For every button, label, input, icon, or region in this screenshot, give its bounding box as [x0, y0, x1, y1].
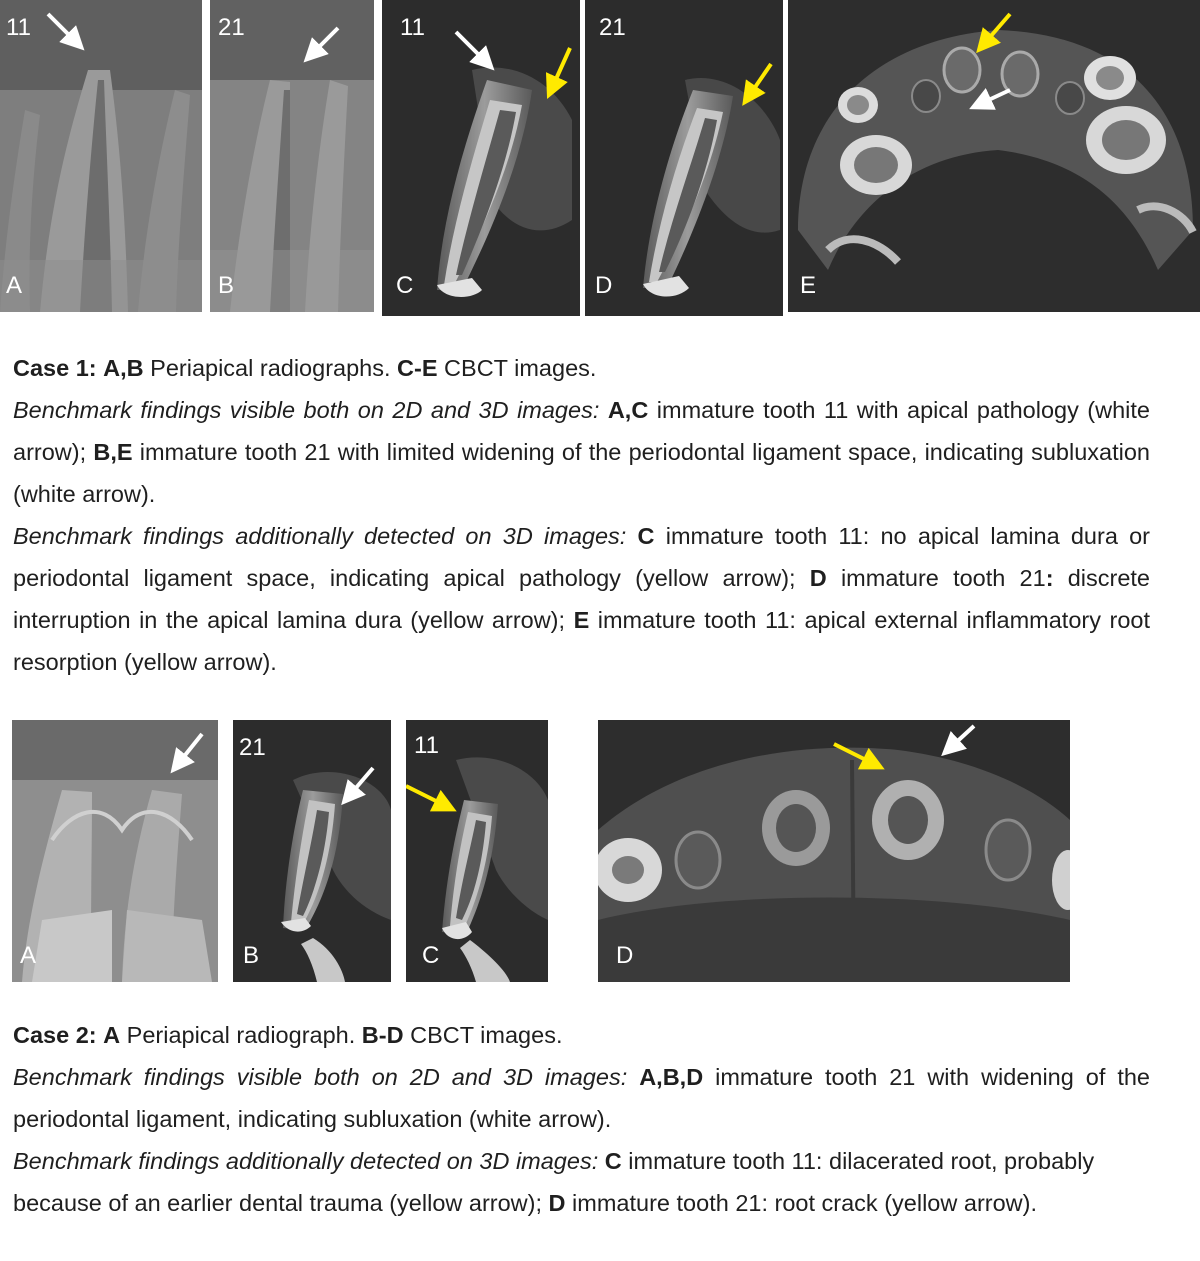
case2-panel-b-cbct	[233, 720, 391, 982]
tooth-number-label: 11	[6, 14, 31, 41]
case2-panel-a-radiograph	[12, 720, 218, 982]
panel-letter: E	[800, 272, 817, 299]
caption-title-line: Case 2: A Periapical radiograph. B-D CBCT images.	[13, 1022, 563, 1048]
case2-caption	[13, 1014, 1150, 1224]
caption-visible-findings: Benchmark findings visible both on 2D and 3D images: A,B,D immature tooth 21 with widening of the periodontal ligament, indicating subluxation (white arrow).	[13, 1064, 1150, 1132]
panel-letter: C	[422, 942, 440, 969]
cbct-sagittal-image	[585, 0, 783, 316]
panel-letter: B	[218, 272, 235, 299]
radiograph-image	[12, 720, 218, 982]
caption-title-line: Case 1: A,B Periapical radiographs. C-E CBCT images.	[13, 355, 597, 381]
panel-letter: C	[396, 272, 414, 299]
case1-panel-a-radiograph	[0, 0, 202, 312]
panel-letter: A	[20, 942, 37, 969]
cbct-axial-image	[598, 720, 1070, 982]
radiograph-image	[0, 0, 202, 312]
case1-panel-e-cbct-axial	[788, 0, 1200, 312]
panel-letter: D	[595, 272, 613, 299]
case1-panel-c-cbct	[382, 0, 580, 316]
case2-panel-d-cbct-axial	[598, 720, 1070, 982]
tooth-number-label: 11	[414, 732, 439, 759]
caption-additional-findings: Benchmark findings additionally detected on 3D images: C immature tooth 11: dilacerated root, probably because of an earlier dental trauma (yellow arrow); D immature tooth 21: root crack (yellow arrow).	[13, 1148, 1095, 1216]
caption-additional-findings: Benchmark findings additionally detected on 3D images: C immature tooth 11: no apical lamina dura or periodontal ligament space, indicating apical pathology (yellow arrow); D immature tooth 21: discrete interruption in the apical lamina dura (yellow arrow); E immature tooth 11: apical external inflammatory root resorption (yellow arrow).	[13, 523, 1151, 675]
cbct-sagittal-image	[382, 0, 580, 316]
cbct-axial-image	[788, 0, 1200, 312]
case1-panel-b-radiograph	[210, 0, 374, 312]
radiograph-image	[210, 0, 374, 312]
panel-letter: B	[243, 942, 260, 969]
case2-panel-c-cbct	[406, 720, 548, 982]
panel-letter: A	[6, 272, 23, 299]
tooth-number-label: 21	[218, 14, 245, 41]
tooth-number-label: 21	[599, 14, 626, 41]
case1-panel-d-cbct	[585, 0, 783, 316]
panel-letter: D	[616, 942, 634, 969]
tooth-number-label: 11	[400, 14, 425, 41]
caption-visible-findings: Benchmark findings visible both on 2D and 3D images: A,C immature tooth 11 with apical pathology (white arrow); B,E immature tooth 21 with limited widening of the periodontal ligament space, indicating subluxation (white arrow).	[13, 397, 1150, 507]
case1-caption	[13, 347, 1150, 683]
tooth-number-label: 21	[239, 734, 266, 761]
